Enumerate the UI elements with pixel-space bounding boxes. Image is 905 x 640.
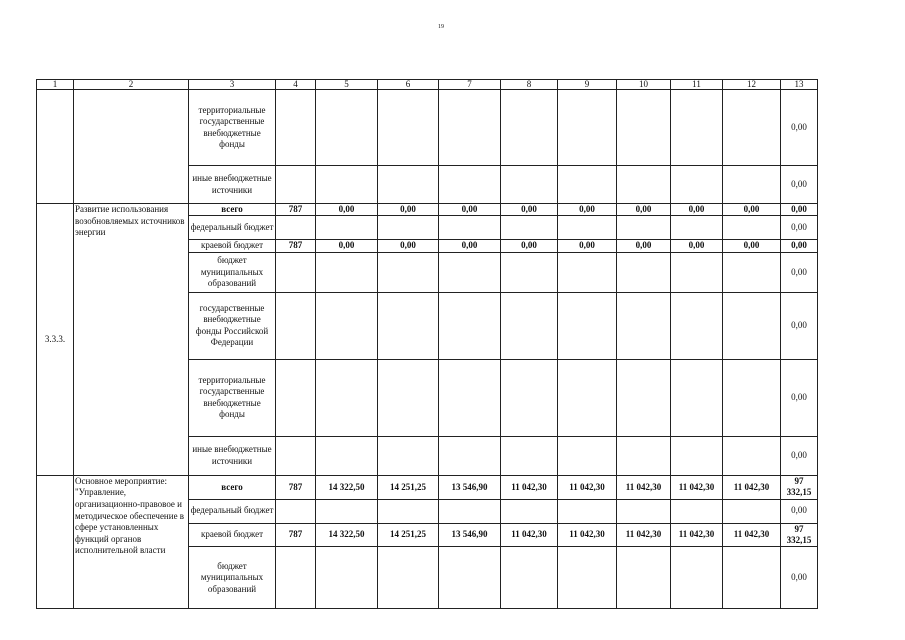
value-cell: 0,00 [378, 240, 439, 252]
value-cell: 0,00 [723, 240, 781, 252]
value-cell: 11 042,30 [501, 475, 558, 499]
header-cell: 8 [501, 80, 558, 90]
value-cell: 13 546,90 [439, 475, 501, 499]
value-cell: 0,00 [316, 204, 378, 216]
total-cell: 0,00 [781, 359, 818, 436]
total-cell: 0,00 [781, 499, 818, 523]
header-row [37, 80, 818, 90]
funding-source: краевой бюджет [189, 523, 276, 547]
header-cell: 7 [439, 80, 501, 90]
value-cell: 14 322,50 [316, 523, 378, 547]
value-cell: 11 042,30 [558, 475, 617, 499]
header-cell: 11 [671, 80, 723, 90]
header-cell: 12 [723, 80, 781, 90]
value-cell: 787 [276, 523, 316, 547]
total-cell: 0,00 [781, 436, 818, 475]
funding-source: всего [189, 475, 276, 499]
value-cell: 0,00 [439, 204, 501, 216]
row-number-cell [37, 475, 74, 609]
header-cell: 4 [276, 80, 316, 90]
funding-source: федеральный бюджет [189, 499, 276, 523]
value-cell: 11 042,30 [558, 523, 617, 547]
value-cell: 11 042,30 [723, 475, 781, 499]
value-cell: 0,00 [316, 240, 378, 252]
total-cell: 0,00 [781, 547, 818, 609]
page-number: 19 [438, 24, 444, 30]
header-cell: 6 [378, 80, 439, 90]
value-cell: 0,00 [723, 204, 781, 216]
table-row [37, 475, 818, 499]
budget-table [36, 79, 818, 609]
value-cell: 14 251,25 [378, 523, 439, 547]
value-cell: 11 042,30 [723, 523, 781, 547]
value-cell: 11 042,30 [617, 523, 671, 547]
value-cell: 0,00 [671, 240, 723, 252]
total-cell: 0,00 [781, 240, 818, 252]
value-cell: 0,00 [617, 240, 671, 252]
value-cell: 14 322,50 [316, 475, 378, 499]
value-cell: 11 042,30 [501, 523, 558, 547]
funding-source: иные внебюджетные источники [189, 166, 276, 204]
value-cell: 13 546,90 [439, 523, 501, 547]
funding-source: территориальные государственные внебюджетные фонды [189, 359, 276, 436]
value-cell: 0,00 [501, 204, 558, 216]
total-cell: 0,00 [781, 252, 818, 292]
value-cell: 0,00 [558, 204, 617, 216]
header-cell: 1 [37, 80, 74, 90]
header-cell: 3 [189, 80, 276, 90]
header-cell: 10 [617, 80, 671, 90]
funding-source: всего [189, 204, 276, 216]
total-cell: 0,00 [781, 166, 818, 204]
total-cell: 97 332,15 [781, 523, 818, 547]
funding-source: федеральный бюджет [189, 216, 276, 240]
table-row [37, 90, 818, 166]
total-cell: 0,00 [781, 204, 818, 216]
funding-source: государственные внебюджетные фонды Российской Федерации [189, 292, 276, 359]
activity-description: Основное мероприятие: "Управление, организационно-правовое и методическое обеспечение в сфере установленных функций органов исполнительной власти [74, 475, 189, 609]
total-cell: 0,00 [781, 216, 818, 240]
value-cell: 11 042,30 [671, 475, 723, 499]
value-cell: 0,00 [378, 204, 439, 216]
funding-source: иные внебюджетные источники [189, 436, 276, 475]
description-cell [74, 90, 189, 204]
value-cell: 0,00 [671, 204, 723, 216]
funding-source: территориальные государственные внебюджетные фонды [189, 90, 276, 166]
value-cell: 11 042,30 [617, 475, 671, 499]
total-cell: 97 332,15 [781, 475, 818, 499]
total-cell: 0,00 [781, 90, 818, 166]
table-row [37, 204, 818, 216]
value-cell: 14 251,25 [378, 475, 439, 499]
value-cell: 787 [276, 204, 316, 216]
row-number: 3.3.3. [37, 204, 74, 476]
value-cell: 0,00 [617, 204, 671, 216]
value-cell: 787 [276, 240, 316, 252]
total-cell: 0,00 [781, 292, 818, 359]
funding-source: бюджет муниципальных образований [189, 547, 276, 609]
header-cell: 9 [558, 80, 617, 90]
header-cell: 2 [74, 80, 189, 90]
activity-description: Развитие использования возобновляемых источников энергии [74, 204, 189, 476]
value-cell: 11 042,30 [671, 523, 723, 547]
header-cell: 5 [316, 80, 378, 90]
row-number-cell [37, 90, 74, 204]
value-cell: 787 [276, 475, 316, 499]
funding-source: бюджет муниципальных образований [189, 252, 276, 292]
value-cell: 0,00 [558, 240, 617, 252]
header-cell: 13 [781, 80, 818, 90]
value-cell: 0,00 [501, 240, 558, 252]
funding-source: краевой бюджет [189, 240, 276, 252]
value-cell: 0,00 [439, 240, 501, 252]
